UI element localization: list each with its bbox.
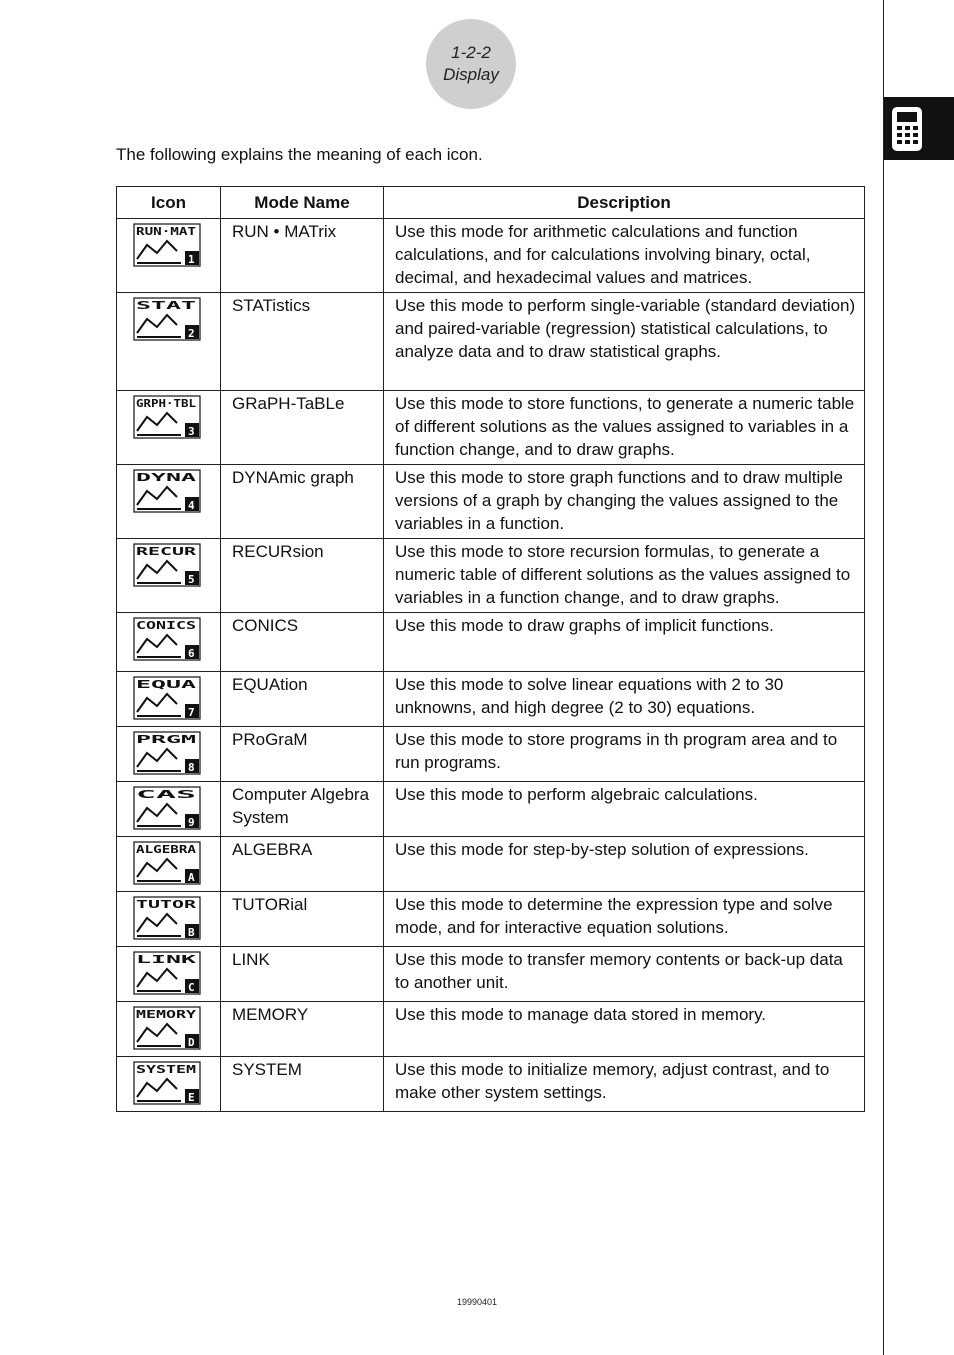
icon-cell — [117, 727, 221, 782]
mode-name: PRoGraM — [221, 727, 384, 782]
algebra-icon — [133, 841, 201, 885]
icon-cell — [117, 465, 221, 539]
icon-label: RECUR — [136, 545, 197, 558]
icon-label: MEMORY — [136, 1008, 197, 1021]
icon-key: 7 — [188, 706, 195, 719]
icon-label: RUN·MAT — [136, 225, 197, 238]
table-header-row — [117, 187, 865, 219]
mode-description: Use this mode to store functions, to generate a numeric table of different solutions as the values assigned to variables in a function change, and to draw graphs. — [384, 391, 865, 465]
table-row — [117, 892, 865, 947]
recursion-icon — [133, 543, 201, 587]
table-row — [117, 293, 865, 391]
dynamic-graph-icon — [133, 469, 201, 513]
table-row — [117, 727, 865, 782]
conics-icon — [133, 617, 201, 661]
icon-cell — [117, 1002, 221, 1057]
table-row — [117, 391, 865, 465]
link-icon — [133, 951, 201, 995]
icon-key: 3 — [188, 425, 195, 438]
table-row — [117, 837, 865, 892]
icon-key: 8 — [188, 761, 195, 774]
mode-name: MEMORY — [221, 1002, 384, 1057]
mode-name: Computer Algebra System — [221, 782, 384, 837]
table-row — [117, 1002, 865, 1057]
calculator-icon — [890, 105, 924, 153]
mode-description: Use this mode to solve linear equations with 2 to 30 unknowns, and high degree (2 to 30) equations. — [384, 672, 865, 727]
memory-icon — [133, 1006, 201, 1050]
page-number-badge — [426, 19, 516, 109]
table-row — [117, 782, 865, 837]
icon-label: CAS — [136, 788, 196, 801]
header-icon: Icon — [117, 187, 221, 219]
mode-name: RUN • MATrix — [221, 219, 384, 293]
mode-description: Use this mode to draw graphs of implicit functions. — [384, 613, 865, 672]
mode-description: Use this mode for arithmetic calculations and function calculations, and for calculations involving binary, octal, decimal, and hexadecimal values and matrices. — [384, 219, 865, 293]
chapter-tab — [884, 97, 954, 160]
icon-cell — [117, 1057, 221, 1112]
mode-description: Use this mode to determine the expression type and solve mode, and for interactive equation solutions. — [384, 892, 865, 947]
icon-label: SYSTEM — [136, 1063, 197, 1076]
section-title: Display — [443, 65, 499, 84]
icon-cell — [117, 539, 221, 613]
mode-description: Use this mode to store graph functions and to draw multiple versions of a graph by changing the values assigned to the variables in a function. — [384, 465, 865, 539]
icon-label: ALGEBRA — [136, 843, 197, 856]
icon-label: GRPH·TBL — [136, 397, 197, 410]
mode-description: Use this mode for step-by-step solution of expressions. — [384, 837, 865, 892]
mode-description: Use this mode to initialize memory, adjust contrast, and to make other system settings. — [384, 1057, 865, 1112]
right-margin-rule — [883, 0, 884, 1355]
table-row — [117, 539, 865, 613]
mode-name: TUTORial — [221, 892, 384, 947]
mode-name: LINK — [221, 947, 384, 1002]
icon-key: 5 — [188, 573, 195, 586]
icon-label: PRGM — [136, 733, 197, 746]
icon-cell — [117, 293, 221, 391]
icon-key: 9 — [188, 816, 195, 829]
table-row — [117, 613, 865, 672]
icon-key: A — [188, 871, 195, 884]
run-matrix-icon — [133, 223, 201, 267]
mode-name: EQUAtion — [221, 672, 384, 727]
mode-description: Use this mode to store recursion formulas, to generate a numeric table of different solutions as the values assigned to variables in a function change, and to draw graphs. — [384, 539, 865, 613]
mode-description: Use this mode to store programs in th program area and to run programs. — [384, 727, 865, 782]
icon-key: B — [188, 926, 195, 939]
table-row — [117, 465, 865, 539]
table-row — [117, 1057, 865, 1112]
mode-name: GRaPH-TaBLe — [221, 391, 384, 465]
icon-label: TUTOR — [136, 898, 197, 911]
icon-key: D — [188, 1036, 195, 1049]
icon-cell — [117, 613, 221, 672]
mode-description: Use this mode to transfer memory contents or back-up data to another unit. — [384, 947, 865, 1002]
icon-label: STAT — [136, 299, 197, 312]
page-number: 1-2-2 — [451, 43, 491, 62]
mode-name: RECURsion — [221, 539, 384, 613]
icon-cell — [117, 947, 221, 1002]
mode-name: DYNAmic graph — [221, 465, 384, 539]
mode-icon-table — [116, 186, 865, 1112]
cas-icon — [133, 786, 201, 830]
table-row — [117, 672, 865, 727]
header-mode-name: Mode Name — [221, 187, 384, 219]
icon-label: CONICS — [136, 619, 196, 632]
icon-cell — [117, 219, 221, 293]
icon-label: LINK — [136, 953, 197, 966]
table-row — [117, 947, 865, 1002]
mode-description: Use this mode to perform algebraic calculations. — [384, 782, 865, 837]
icon-cell — [117, 672, 221, 727]
icon-key: 6 — [188, 647, 195, 660]
icon-key: 2 — [188, 327, 195, 340]
icon-label: EQUA — [136, 678, 197, 691]
icon-label: DYNA — [136, 471, 197, 484]
icon-key: E — [188, 1091, 195, 1104]
mode-description: Use this mode to manage data stored in memory. — [384, 1002, 865, 1057]
intro-text: The following explains the meaning of each icon. — [116, 145, 483, 164]
statistics-icon — [133, 297, 201, 341]
mode-name: ALGEBRA — [221, 837, 384, 892]
icon-cell — [117, 892, 221, 947]
tutorial-icon — [133, 896, 201, 940]
page-code: 19990401 — [456, 1297, 498, 1307]
icon-key: 1 — [188, 253, 195, 266]
icon-cell — [117, 782, 221, 837]
icon-key: 4 — [188, 499, 195, 512]
header-description: Description — [384, 187, 865, 219]
program-icon — [133, 731, 201, 775]
table-row — [117, 219, 865, 293]
system-icon — [133, 1061, 201, 1105]
equation-icon — [133, 676, 201, 720]
mode-name: CONICS — [221, 613, 384, 672]
icon-cell — [117, 837, 221, 892]
mode-description: Use this mode to perform single-variable (standard deviation) and paired-variable (regression) statistical calculations, to analyze data and to draw statistical graphs. — [384, 293, 865, 391]
icon-key: C — [188, 981, 195, 994]
graph-table-icon — [133, 395, 201, 439]
mode-name: SYSTEM — [221, 1057, 384, 1112]
icon-cell — [117, 391, 221, 465]
mode-name: STATistics — [221, 293, 384, 391]
